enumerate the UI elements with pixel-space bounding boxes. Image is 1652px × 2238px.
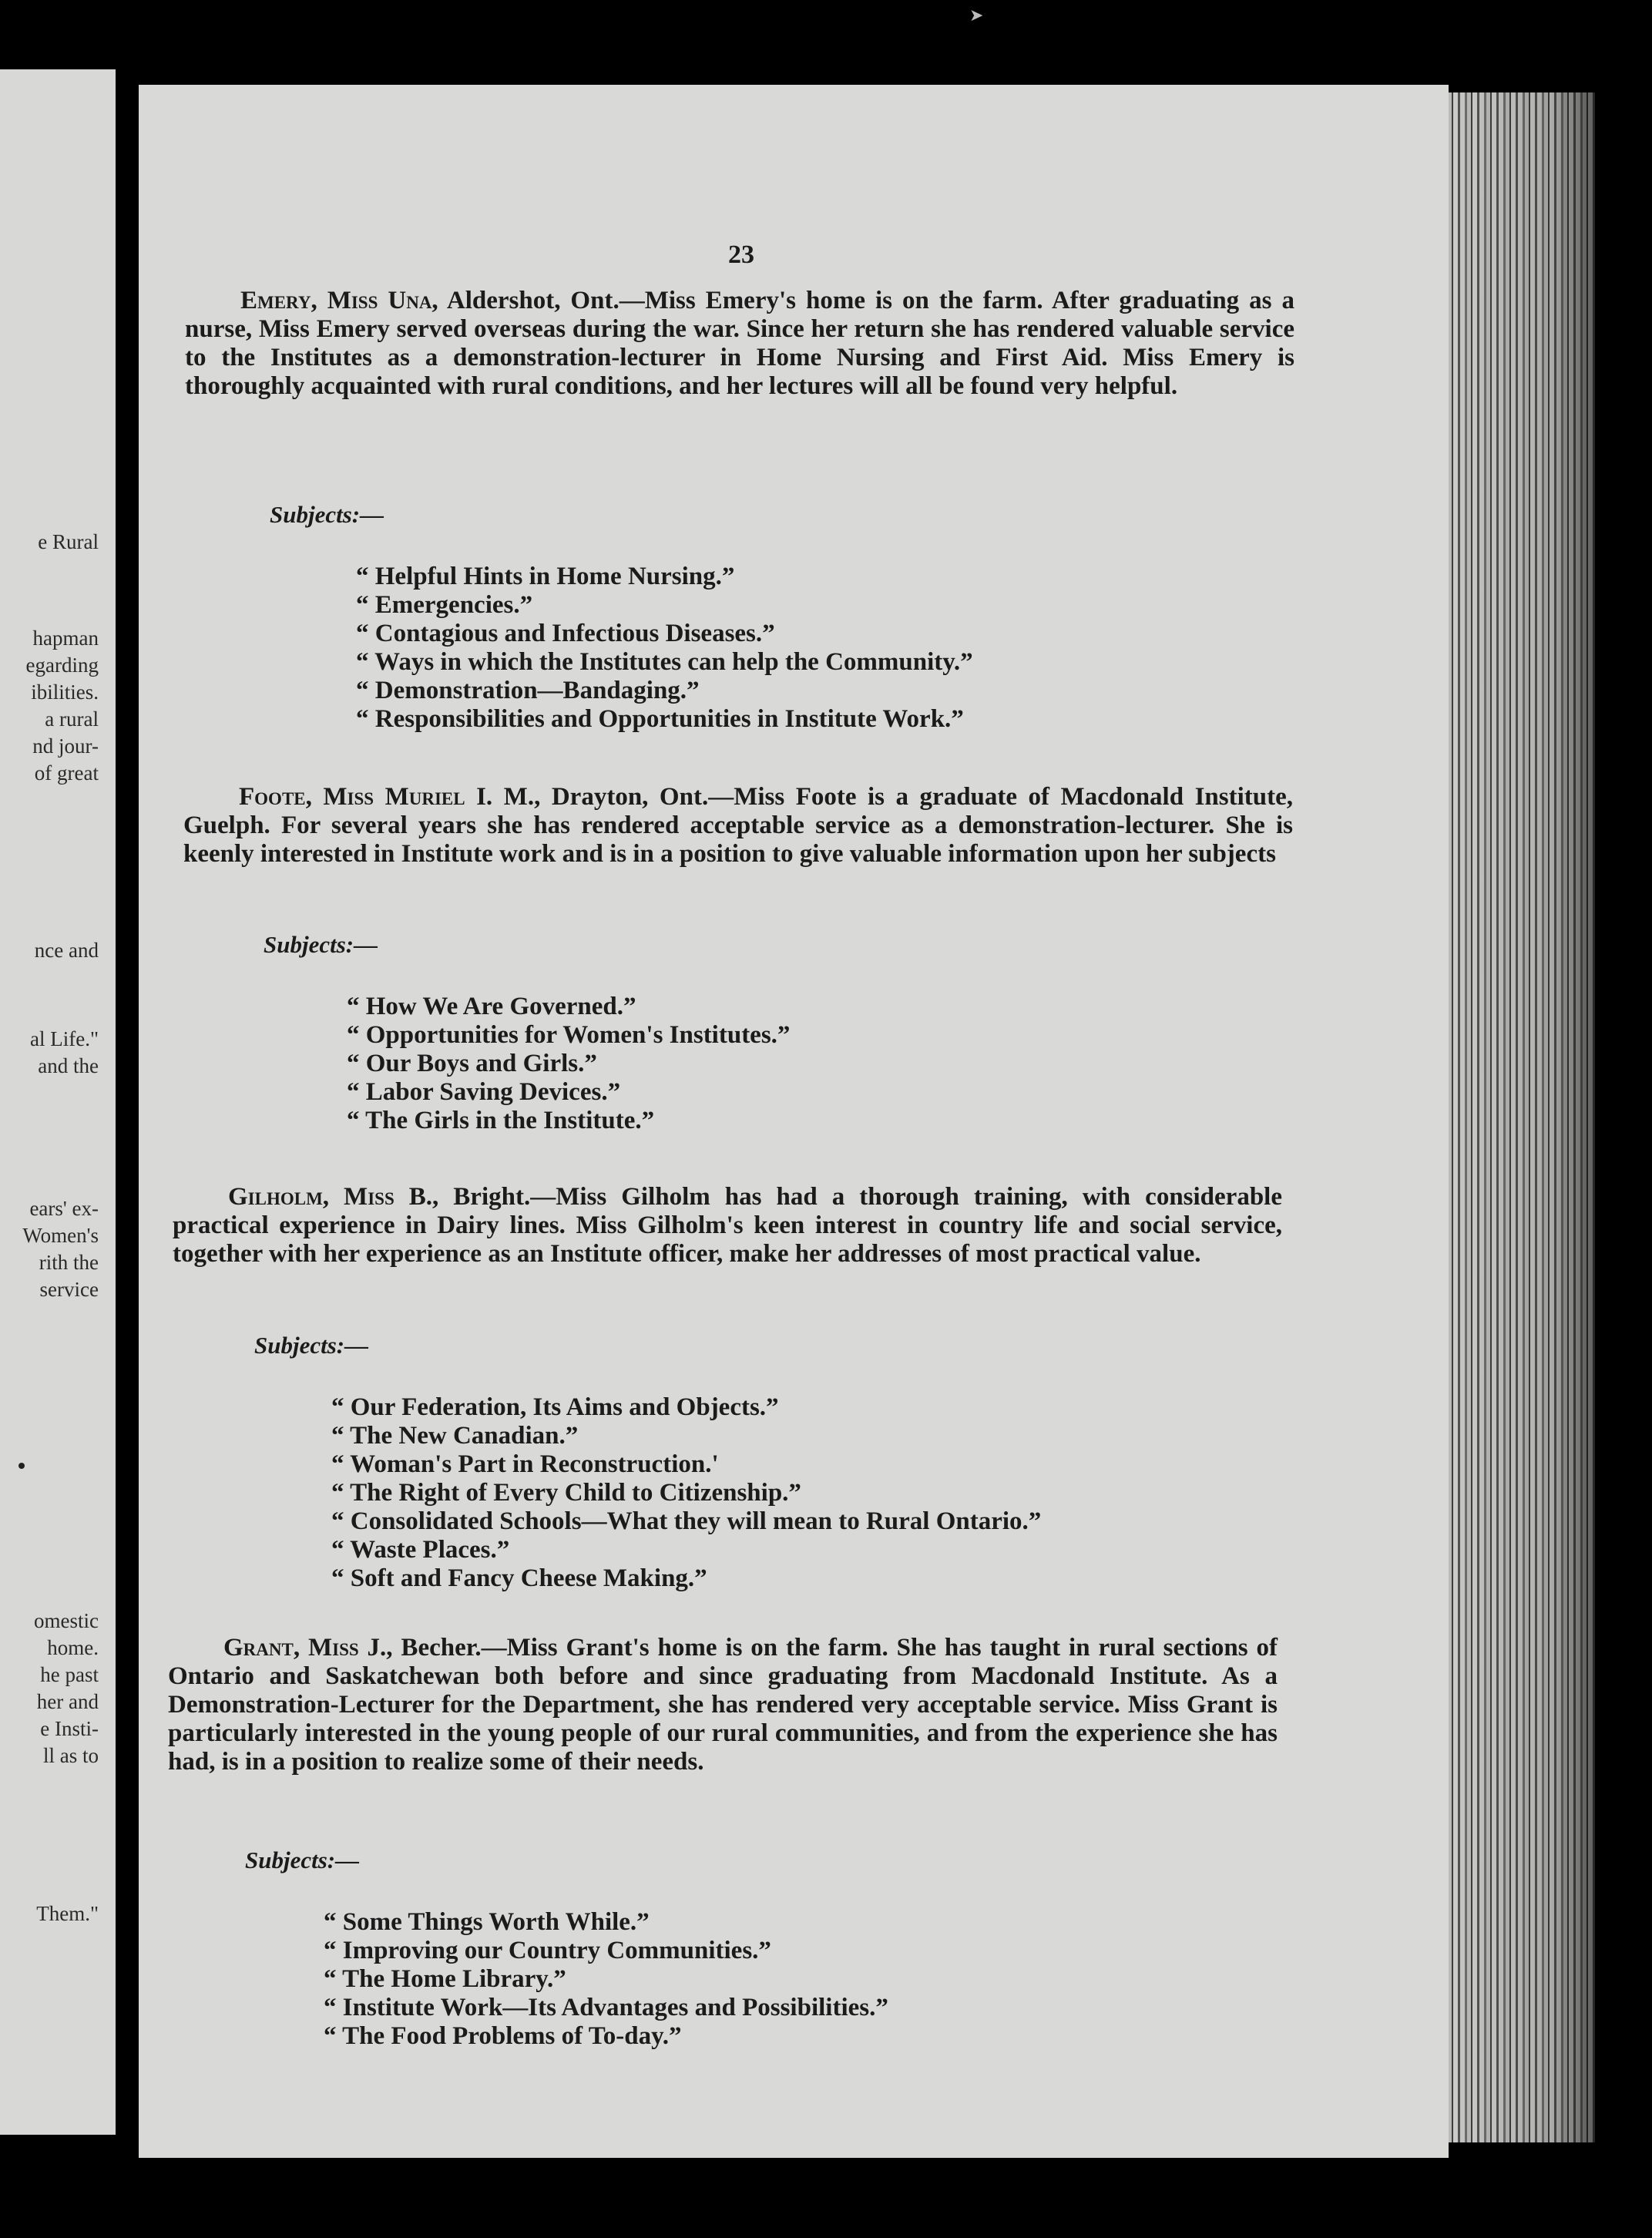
subject-item: “ The Right of Every Child to Citizenship.” [331, 1479, 801, 1507]
subject-list-gilholm [331, 1393, 1041, 1593]
subject-item: “ Our Boys and Girls.” [347, 1050, 597, 1077]
subject-item: “ Opportunities for Women's Institutes.” [347, 1021, 791, 1049]
lecturer-name: Grant, Miss J., [223, 1634, 393, 1662]
page-edge-stack [1441, 92, 1595, 2142]
page-number: 23 [728, 240, 754, 269]
subject-item: “ Some Things Worth While.” [324, 1908, 650, 1936]
left-facing-page [0, 69, 116, 2135]
subject-item: “ Contagious and Infectious Diseases.” [356, 620, 775, 647]
left-page-fragment: her and [36, 1690, 99, 1713]
left-page-fragment: nce and [34, 939, 99, 962]
subject-item: “ Institute Work—Its Advantages and Possibilities.” [324, 1994, 888, 2021]
subject-item: “ The Food Problems of To-day.” [324, 2022, 682, 2050]
lecturer-entry-grant [168, 1634, 1278, 1776]
subject-item: “ How We Are Governed.” [347, 993, 636, 1020]
lecturer-description: Aldershot, Ont.—Miss Emery's home is on the farm. After graduating as a nurse, Miss Emery served overseas during the war. Since her return she has rendered valuable service to the Institutes as a demonstration-lecturer in Home Nursing and First Aid. Miss Emery is thoroughly acquainted with rural conditions, and her lectures will all be found very helpful. [185, 287, 1295, 400]
lecturer-description: Drayton, Ont.—Miss Foote is a graduate of Macdonald Institute, Guelph. For several years she has rendered acceptable service as a demonstration-lecturer. She is keenly interested in Institute work and is in a position to give valuable information upon her subjects [183, 783, 1294, 868]
lecturer-entry-foote [183, 783, 1293, 869]
left-page-fragment: e Rural [38, 530, 99, 553]
left-page-fragment: he past [40, 1663, 99, 1686]
lecturer-entry-gilholm [173, 1183, 1282, 1269]
lecturer-description: Becher.—Miss Grant's home is on the farm. She has taught in rural sections of Ontario and Saskatchewan both before and since graduating from Macdonald Institute. As a Demonstration-Lecturer for the Department, she has rendered very acceptable service. Miss Grant is particularly interested in the young people of our rural communities, and from the experience she has had, is in a position to realize some of their needs. [168, 1634, 1278, 1776]
left-page-fragment: omestic [34, 1609, 99, 1632]
subjects-heading: Subjects:— [254, 1332, 369, 1359]
left-page-fragment: Women's [22, 1224, 99, 1247]
lecturer-name: Foote, Miss Muriel I. M., [239, 783, 541, 811]
left-page-fragment: ll as to [43, 1744, 99, 1767]
subject-list-foote [347, 993, 790, 1135]
subject-list-grant [324, 1908, 888, 2051]
subject-item: “ Improving our Country Communities.” [324, 1937, 771, 1964]
left-page-fragment: hapman [32, 627, 99, 650]
subject-item: “ The Home Library.” [324, 1965, 566, 1993]
subject-item: “ The Girls in the Institute.” [347, 1107, 655, 1134]
left-page-fragment: a rural [45, 707, 99, 731]
subject-item: “ The New Canadian.” [331, 1422, 579, 1450]
subject-item: “ Labor Saving Devices.” [347, 1078, 621, 1106]
subject-item: “ Ways in which the Institutes can help the Community.” [356, 648, 973, 676]
page-edge-shadow [1441, 92, 1595, 2142]
left-page-fragment: egarding [25, 654, 99, 677]
left-page-fragment: service [39, 1278, 99, 1301]
lecturer-entry-emery [185, 287, 1294, 401]
subject-item: “ Emergencies.” [356, 591, 533, 619]
subject-item: “ Helpful Hints in Home Nursing.” [356, 563, 735, 590]
left-page-fragment: and the [38, 1054, 99, 1077]
stray-ink-dot [18, 1463, 25, 1469]
subject-item: “ Demonstration—Bandaging.” [356, 677, 700, 704]
subject-item: “ Woman's Part in Reconstruction.' [331, 1450, 719, 1478]
left-page-fragment: e Insti- [40, 1717, 99, 1740]
left-page-fragment: ears' ex- [29, 1197, 99, 1220]
subject-item: “ Waste Places.” [331, 1536, 510, 1564]
scanner-mark-icon: ➤ [969, 6, 984, 25]
lecturer-name: Gilholm, Miss B., [228, 1183, 439, 1211]
subjects-heading: Subjects:— [270, 501, 384, 528]
left-page-fragment: rith the [39, 1251, 99, 1274]
subjects-heading: Subjects:— [264, 931, 378, 958]
left-page-fragment: Them." [36, 1902, 99, 1925]
subject-item: “ Responsibilities and Opportunities in Institute Work.” [356, 705, 964, 733]
left-page-fragment: al Life." [30, 1027, 99, 1050]
left-page-fragment: ibilities. [31, 680, 99, 704]
subject-item: “ Consolidated Schools—What they will mean to Rural Ontario.” [331, 1507, 1042, 1535]
left-page-fragment: nd jour- [32, 734, 99, 758]
subject-item: “ Our Federation, Its Aims and Objects.” [331, 1393, 779, 1421]
left-page-fragment: of great [34, 761, 99, 785]
lecturer-name: Emery, Miss Una, [240, 287, 438, 314]
subject-item: “ Soft and Fancy Cheese Making.” [331, 1564, 707, 1592]
left-page-fragment: home. [47, 1636, 99, 1659]
lecturer-description: Bright.—Miss Gilholm has had a thorough training, with considerable practical experience in Dairy lines. Miss Gilholm's keen interest in country life and social service, together with her experience as an Institute officer, make her addresses of most practical value. [173, 1183, 1282, 1268]
subject-list-emery [356, 563, 973, 734]
subjects-heading: Subjects:— [245, 1847, 360, 1873]
